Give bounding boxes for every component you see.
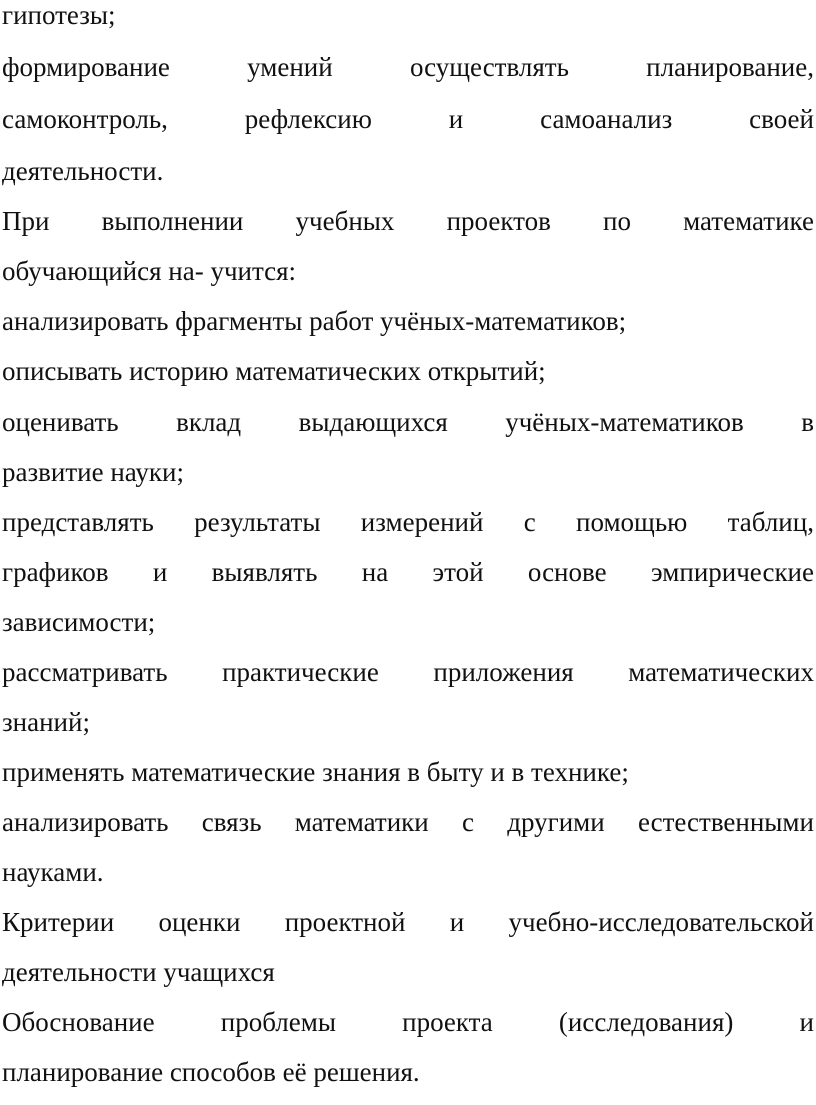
word: основе <box>527 557 607 587</box>
text-line-justified <box>2 1009 814 1036</box>
word: другими <box>507 807 605 837</box>
word: помощью <box>576 507 688 537</box>
word: проектной <box>284 907 406 937</box>
word: При <box>2 206 50 236</box>
word: учебных <box>295 206 395 236</box>
word: проблемы <box>220 1007 336 1037</box>
word: выявлять <box>211 557 318 587</box>
word: естественными <box>637 807 814 837</box>
word: связь <box>201 807 262 837</box>
word: представлять <box>2 507 154 537</box>
word: анализировать <box>2 807 169 837</box>
word: самоконтроль, <box>2 104 168 134</box>
word: результаты <box>194 507 321 537</box>
word: эмпирические <box>650 557 814 587</box>
word: Критерии <box>2 907 115 937</box>
text-line: анализировать фрагменты работ учёных-математиков; <box>2 306 627 336</box>
word: умений <box>247 52 333 82</box>
text-line: деятельности учащихся <box>2 957 275 987</box>
word: вклад <box>176 407 242 437</box>
word: рассматривать <box>2 657 168 687</box>
word: математики <box>294 807 429 837</box>
word: и <box>448 104 464 134</box>
word: рефлексию <box>244 104 372 134</box>
word: и <box>799 1007 814 1037</box>
text-line: обучающийся на- учится: <box>2 256 297 286</box>
text-line: применять математические знания в быту и в технике; <box>2 757 629 787</box>
word: с <box>462 807 474 837</box>
word: и <box>152 557 168 587</box>
text-line: развитие науки; <box>2 457 184 487</box>
word: математических <box>628 657 814 687</box>
text-line: описывать историю математических открытий; <box>2 356 546 386</box>
text-line: зависимости; <box>2 607 156 637</box>
word: графиков <box>2 557 109 587</box>
text-line: знаний; <box>2 707 90 737</box>
text-line-justified <box>2 106 814 133</box>
text-line: гипотезы; <box>2 0 116 30</box>
word: в <box>801 407 814 437</box>
text-line-justified <box>2 559 814 586</box>
word: самоанализ <box>540 104 673 134</box>
word: таблиц, <box>727 507 814 537</box>
word: осуществлять <box>409 52 569 82</box>
word: по <box>603 206 631 236</box>
word: учёных-математиков <box>505 407 744 437</box>
word: своей <box>749 104 814 134</box>
word: Обоснование <box>2 1007 155 1037</box>
text-line-justified <box>2 809 814 836</box>
text-line-justified <box>2 54 814 81</box>
word: на <box>361 557 389 587</box>
word: с <box>523 507 536 537</box>
text-line-justified <box>2 409 814 436</box>
word: этой <box>432 557 484 587</box>
word: проекта <box>402 1007 493 1037</box>
text-line: деятельности. <box>2 156 164 186</box>
word: оценки <box>158 907 241 937</box>
text-line-justified <box>2 659 814 686</box>
word: математике <box>683 206 814 236</box>
word: (исследования) <box>558 1007 734 1037</box>
word: планирование, <box>646 52 814 82</box>
text-line-justified <box>2 909 814 936</box>
word: практические <box>222 657 379 687</box>
word: учебно-исследовательской <box>508 907 814 937</box>
word: выдающихся <box>298 407 448 437</box>
word: и <box>449 907 465 937</box>
text-line-justified <box>2 509 814 536</box>
text-line: планирование способов её решения. <box>2 1057 420 1087</box>
word: выполнении <box>101 206 244 236</box>
word: проектов <box>446 206 551 236</box>
word: приложения <box>433 657 574 687</box>
word: оценивать <box>2 407 119 437</box>
text-line-justified <box>2 208 814 235</box>
word: измерений <box>360 507 484 537</box>
text-line: науками. <box>2 857 104 887</box>
word: формирование <box>2 52 170 82</box>
